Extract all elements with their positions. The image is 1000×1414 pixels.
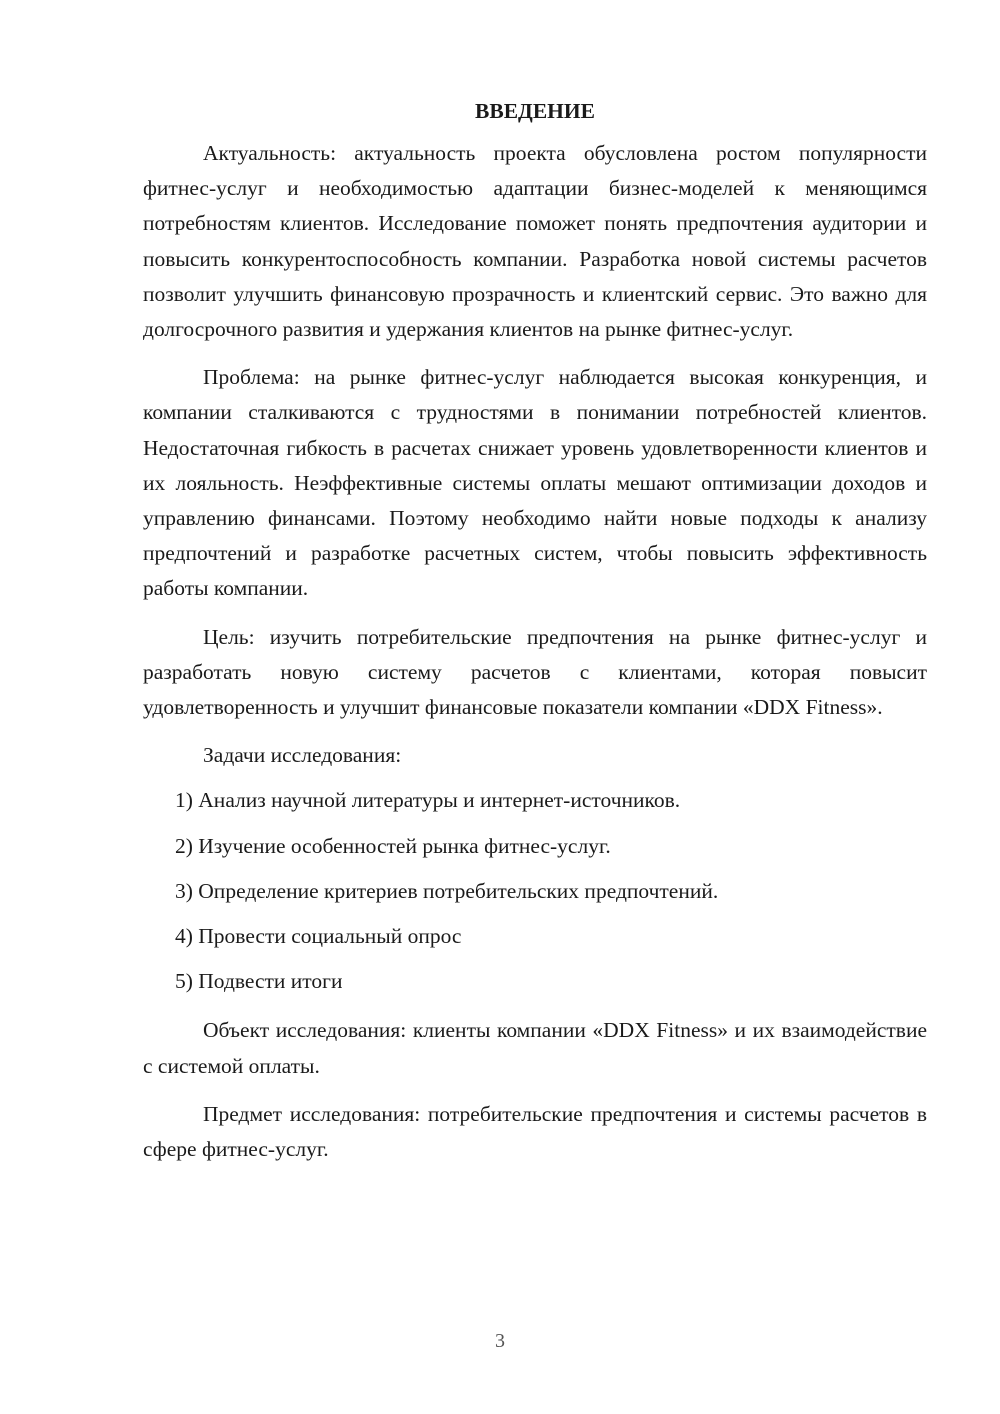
task-item: 2) Изучение особенностей рынка фитнес-услуг.	[175, 833, 611, 858]
task-item: 5) Подвести итоги	[175, 969, 343, 994]
subject-paragraph: Предмет исследования: потребительские предпочтения и системы расчетов в сфере фитнес-услуг.	[143, 1101, 927, 1162]
task-item: 4) Провести социальный опрос	[175, 924, 462, 949]
object-paragraph: Объект исследования: клиенты компании «DDX Fitness» и их взаимодействие с системой оплаты.	[143, 1018, 927, 1078]
goal-paragraph: Цель: изучить потребительские предпочтения на рынке фитнес-услуг и разработать новую систему расчетов с клиентами, которая повысит удовлетворенность и улучшит финансовые показатели компании «DDX Fitness».	[143, 624, 927, 720]
page-number: 3	[495, 1330, 505, 1352]
section-heading: ВВЕДЕНИЕ	[475, 99, 595, 123]
tasks-list	[143, 783, 927, 999]
page-content	[143, 96, 927, 1180]
tasks-title: Задачи исследования:	[203, 743, 402, 768]
problem-paragraph: Проблема: на рынке фитнес-услуг наблюдается высокая конкуренция, и компании сталкиваются с трудностями в понимании потребностей клиентов. Недостаточная гибкость в расчетах снижает уровень удовлетворенности клиентов и их лояльность. Неэффективные системы оплаты мешают оптимизации доходов и управлению финансами. Поэтому необходимо найти новые подходы к анализу предпочтений и разработке расчетных систем, чтобы повысить эффективность работы компании.	[143, 365, 927, 601]
task-item: 1) Анализ научной литературы и интернет-источников.	[175, 788, 681, 813]
relevance-paragraph: Актуальность: актуальность проекта обусловлена ростом популярности фитнес-услуг и необходимостью адаптации бизнес-моделей к меняющимся потребностям клиентов. Исследование поможет понять предпочтения аудитории и повысить конкурентоспособность компании. Разработка новой системы расчетов позволит улучшить финансовую прозрачность и клиентский сервис. Это важно для долгосрочного развития и удержания клиентов на рынке фитнес-услуг.	[143, 141, 927, 342]
task-item: 3) Определение критериев потребительских предпочтений.	[175, 878, 719, 903]
